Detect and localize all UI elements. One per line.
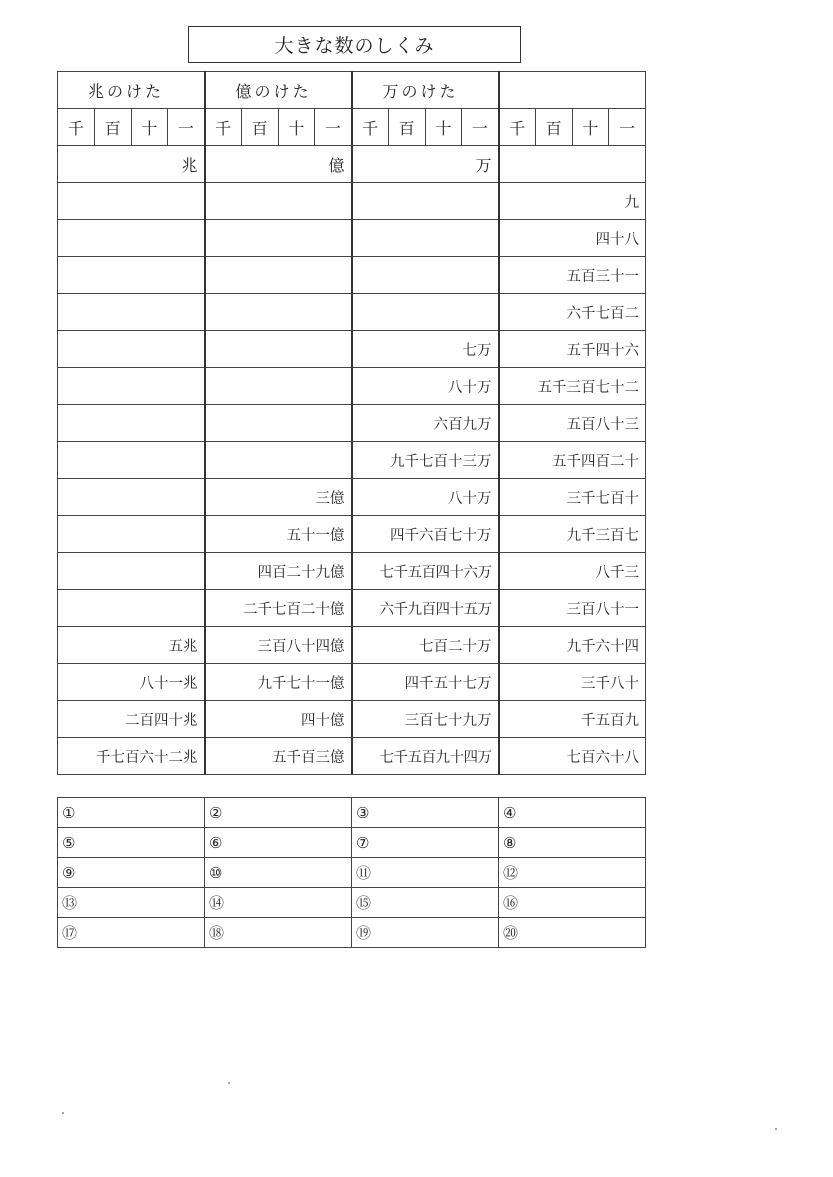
answer-cell[interactable]: ⑧: [499, 828, 646, 858]
man-cell: 九千七百十三万: [352, 442, 499, 479]
digit-header-row: [58, 109, 646, 146]
number-row: [58, 331, 646, 368]
cho-cell: [58, 479, 205, 516]
digit-hyaku: 百: [535, 109, 572, 146]
unit-cho: 兆: [58, 146, 205, 183]
number-row: [58, 664, 646, 701]
answer-cell[interactable]: ⑥: [205, 828, 352, 858]
man-cell: 七千五百四十六万: [352, 553, 499, 590]
oku-cell: 三百八十四億: [205, 627, 352, 664]
digit-ichi: 一: [609, 109, 646, 146]
oku-cell: [205, 368, 352, 405]
group-header-man: 万のけた: [352, 72, 499, 109]
man-cell: [352, 220, 499, 257]
cho-cell: 千七百六十二兆: [58, 738, 205, 775]
oku-cell: 二千七百二十億: [205, 590, 352, 627]
cho-cell: [58, 590, 205, 627]
digit-sen: 千: [58, 109, 95, 146]
cho-cell: [58, 220, 205, 257]
answer-cell[interactable]: ⑯: [499, 888, 646, 918]
ones-cell: 三千七百十: [499, 479, 646, 516]
digit-hyaku: 百: [94, 109, 131, 146]
oku-cell: [205, 220, 352, 257]
place-value-table: [57, 71, 646, 775]
oku-cell: [205, 294, 352, 331]
answer-cell[interactable]: ⑬: [58, 888, 205, 918]
digit-juu: 十: [131, 109, 168, 146]
answer-cell[interactable]: ⑰: [58, 918, 205, 948]
oku-cell: 四百二十九億: [205, 553, 352, 590]
answer-cell[interactable]: ⑫: [499, 858, 646, 888]
cho-cell: [58, 257, 205, 294]
digit-hyaku: 百: [241, 109, 278, 146]
ones-cell: 九千三百七: [499, 516, 646, 553]
cho-cell: 五兆: [58, 627, 205, 664]
man-cell: 四千五十七万: [352, 664, 499, 701]
cho-cell: [58, 331, 205, 368]
group-header-oku: 億のけた: [205, 72, 352, 109]
number-row: [58, 257, 646, 294]
group-header-ones: [499, 72, 646, 109]
group-header-cho: 兆のけた: [58, 72, 205, 109]
digit-ichi: 一: [315, 109, 352, 146]
oku-cell: [205, 257, 352, 294]
man-cell: 三百七十九万: [352, 701, 499, 738]
answer-row: [58, 918, 646, 948]
answer-cell[interactable]: ⑦: [352, 828, 499, 858]
answer-cell[interactable]: ②: [205, 798, 352, 828]
man-cell: 六百九万: [352, 405, 499, 442]
cho-cell: [58, 516, 205, 553]
number-row: [58, 479, 646, 516]
digit-sen: 千: [499, 109, 536, 146]
unit-row: [58, 146, 646, 183]
answer-cell[interactable]: ⑪: [352, 858, 499, 888]
man-cell: 四千六百七十万: [352, 516, 499, 553]
answer-cell[interactable]: ⑳: [499, 918, 646, 948]
answer-cell[interactable]: ⑩: [205, 858, 352, 888]
man-cell: 七百二十万: [352, 627, 499, 664]
man-cell: 七千五百九十四万: [352, 738, 499, 775]
number-rows: [58, 183, 646, 775]
ones-cell: 九: [499, 183, 646, 220]
answer-row: [58, 858, 646, 888]
answer-cell[interactable]: ⑲: [352, 918, 499, 948]
answer-cell[interactable]: ③: [352, 798, 499, 828]
answer-row: [58, 798, 646, 828]
answer-row: [58, 888, 646, 918]
cho-cell: [58, 183, 205, 220]
number-row: [58, 590, 646, 627]
oku-cell: [205, 183, 352, 220]
man-cell: 七万: [352, 331, 499, 368]
number-row: [58, 405, 646, 442]
digit-ichi: 一: [462, 109, 499, 146]
number-row: [58, 627, 646, 664]
ones-cell: 四十八: [499, 220, 646, 257]
number-row: [58, 738, 646, 775]
answer-cell[interactable]: ①: [58, 798, 205, 828]
oku-cell: 五千百三億: [205, 738, 352, 775]
answer-cell[interactable]: ⑮: [352, 888, 499, 918]
answer-cell[interactable]: ⑱: [205, 918, 352, 948]
answer-cell[interactable]: ⑤: [58, 828, 205, 858]
number-row: [58, 183, 646, 220]
scan-speck: [228, 1082, 230, 1084]
man-cell: 八十万: [352, 368, 499, 405]
answer-row: [58, 828, 646, 858]
oku-cell: 四十億: [205, 701, 352, 738]
oku-cell: [205, 331, 352, 368]
unit-man: 万: [352, 146, 499, 183]
oku-cell: [205, 405, 352, 442]
cho-cell: [58, 553, 205, 590]
ones-cell: 六千七百二: [499, 294, 646, 331]
oku-cell: 九千七十一億: [205, 664, 352, 701]
number-row: [58, 442, 646, 479]
unit-oku: 億: [205, 146, 352, 183]
number-row: [58, 701, 646, 738]
ones-cell: 五千四十六: [499, 331, 646, 368]
scan-speck: [775, 1128, 777, 1130]
digit-juu: 十: [425, 109, 462, 146]
cho-cell: 二百四十兆: [58, 701, 205, 738]
digit-ichi: 一: [168, 109, 205, 146]
oku-cell: 三億: [205, 479, 352, 516]
man-cell: [352, 257, 499, 294]
ones-cell: 七百六十八: [499, 738, 646, 775]
number-row: [58, 220, 646, 257]
digit-hyaku: 百: [388, 109, 425, 146]
ones-cell: 九千六十四: [499, 627, 646, 664]
cho-cell: 八十一兆: [58, 664, 205, 701]
man-cell: 八十万: [352, 479, 499, 516]
ones-cell: 五百三十一: [499, 257, 646, 294]
oku-cell: 五十一億: [205, 516, 352, 553]
unit-ones: [499, 146, 646, 183]
number-row: [58, 368, 646, 405]
number-row: [58, 516, 646, 553]
cho-cell: [58, 405, 205, 442]
digit-juu: 十: [572, 109, 609, 146]
answer-cell[interactable]: ⑨: [58, 858, 205, 888]
ones-cell: 五百八十三: [499, 405, 646, 442]
answer-cell[interactable]: ④: [499, 798, 646, 828]
worksheet-title: 大きな数のしくみ: [188, 26, 521, 63]
man-cell: 六千九百四十五万: [352, 590, 499, 627]
digit-juu: 十: [278, 109, 315, 146]
oku-cell: [205, 442, 352, 479]
number-row: [58, 553, 646, 590]
group-header-row: [58, 72, 646, 109]
ones-cell: 三千八十: [499, 664, 646, 701]
digit-sen: 千: [205, 109, 242, 146]
number-row: [58, 294, 646, 331]
cho-cell: [58, 368, 205, 405]
answer-table: [57, 797, 646, 948]
ones-cell: 五千四百二十: [499, 442, 646, 479]
man-cell: [352, 183, 499, 220]
answer-cell[interactable]: ⑭: [205, 888, 352, 918]
ones-cell: 八千三: [499, 553, 646, 590]
ones-cell: 千五百九: [499, 701, 646, 738]
ones-cell: 三百八十一: [499, 590, 646, 627]
scan-speck: [62, 1112, 64, 1114]
digit-sen: 千: [352, 109, 389, 146]
cho-cell: [58, 294, 205, 331]
ones-cell: 五千三百七十二: [499, 368, 646, 405]
man-cell: [352, 294, 499, 331]
cho-cell: [58, 442, 205, 479]
